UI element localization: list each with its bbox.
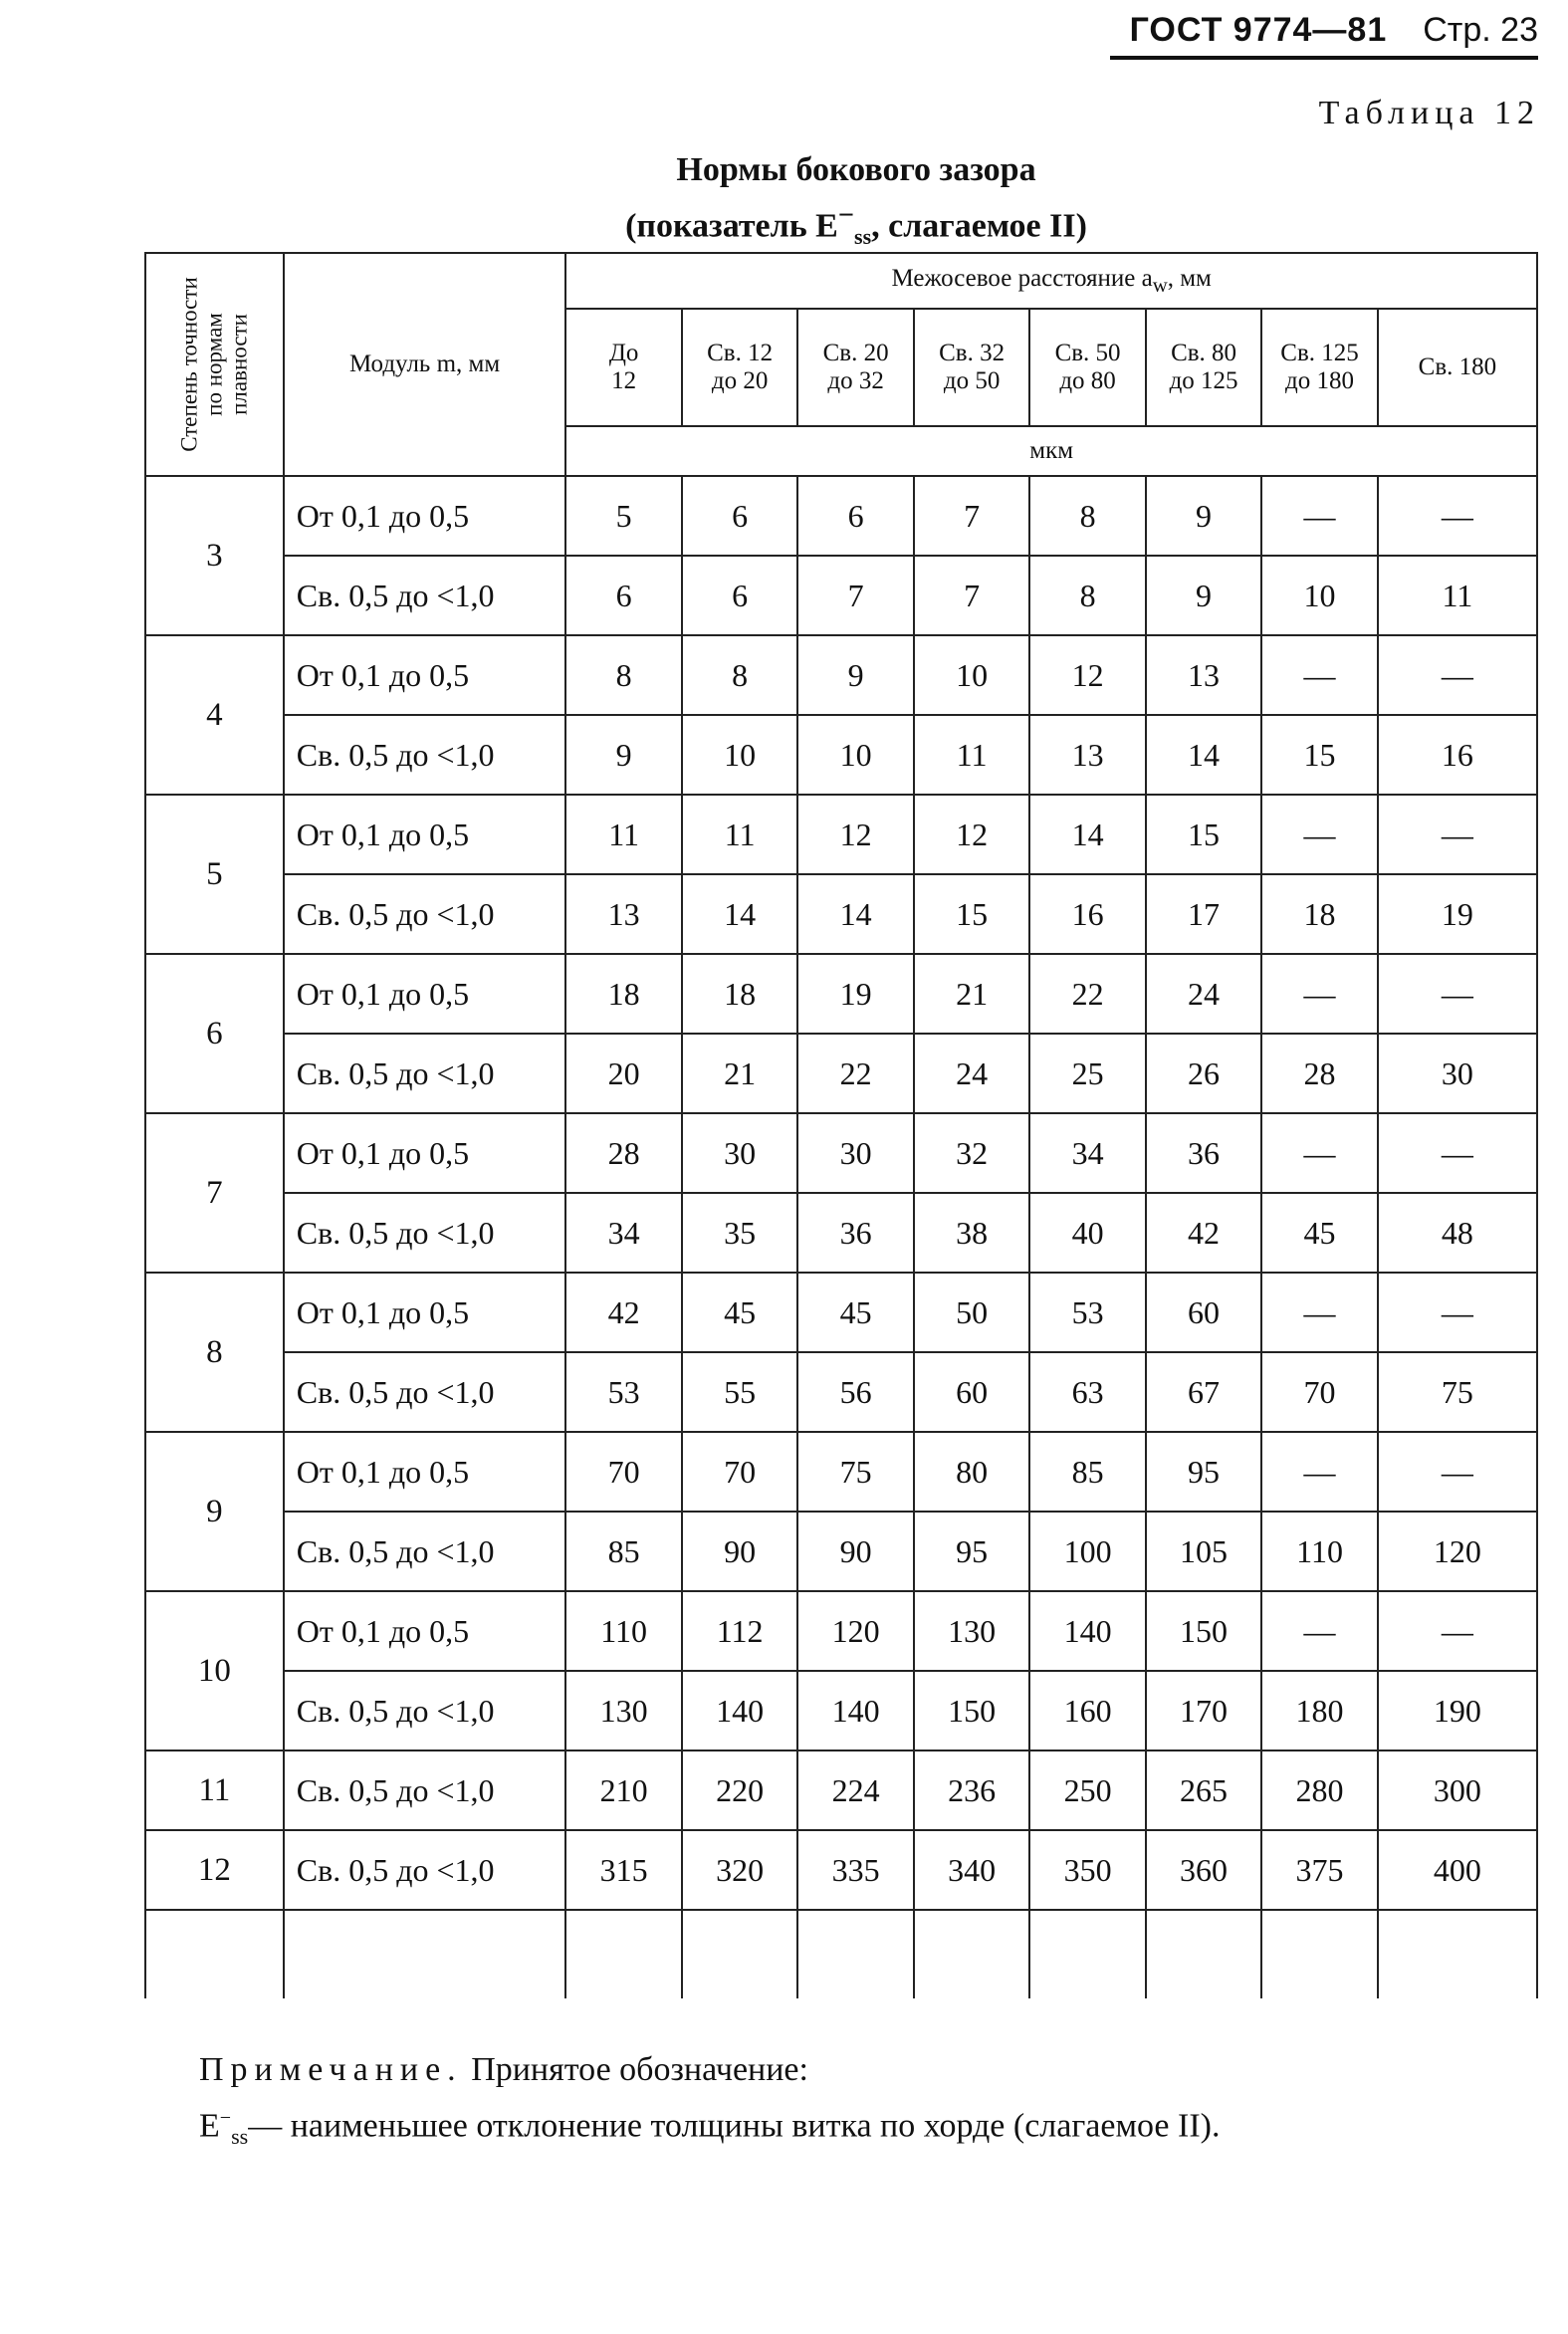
value-cell: 112	[682, 1591, 797, 1671]
backlash-norms-table	[144, 252, 1538, 1998]
module-cell: От 0,1 до 0,5	[284, 1273, 566, 1352]
module-cell: Св. 0,5 до <1,0	[284, 874, 566, 954]
column-header: Св. 80 до 125	[1146, 309, 1261, 426]
page-header	[1110, 8, 1538, 60]
module-cell: От 0,1 до 0,5	[284, 954, 566, 1034]
value-cell: 7	[914, 556, 1029, 635]
value-cell: 21	[914, 954, 1029, 1034]
value-cell: 7	[914, 476, 1029, 556]
value-cell: 11	[682, 795, 797, 874]
value-cell: —	[1261, 1432, 1377, 1512]
value-cell: 36	[797, 1193, 913, 1273]
value-cell: 25	[1029, 1034, 1145, 1113]
value-cell: 19	[1378, 874, 1537, 954]
value-cell: —	[1261, 795, 1377, 874]
value-cell: 13	[1029, 715, 1145, 795]
value-cell: 30	[1378, 1034, 1537, 1113]
value-cell: 6	[682, 476, 797, 556]
value-cell: 12	[1029, 635, 1145, 715]
value-cell: 35	[682, 1193, 797, 1273]
table-row	[145, 476, 1537, 556]
value-cell: 8	[1029, 556, 1145, 635]
value-cell: 10	[682, 715, 797, 795]
value-cell: 42	[1146, 1193, 1261, 1273]
table-row	[145, 1034, 1537, 1113]
value-cell: —	[1261, 1591, 1377, 1671]
table-row	[145, 954, 1537, 1034]
value-cell: 120	[1378, 1512, 1537, 1591]
module-cell: От 0,1 до 0,5	[284, 476, 566, 556]
value-cell: 280	[1261, 1750, 1377, 1830]
table-row	[145, 556, 1537, 635]
module-cell: От 0,1 до 0,5	[284, 795, 566, 874]
value-cell: 48	[1378, 1193, 1537, 1273]
table-row	[145, 1113, 1537, 1193]
value-cell: 34	[565, 1193, 681, 1273]
value-cell: 265	[1146, 1750, 1261, 1830]
grade-cell: 4	[145, 635, 284, 795]
value-cell: 335	[797, 1830, 913, 1910]
value-cell: 80	[914, 1432, 1029, 1512]
value-cell: 6	[565, 556, 681, 635]
value-cell: 110	[565, 1591, 681, 1671]
value-cell: 56	[797, 1352, 913, 1432]
value-cell: —	[1378, 635, 1537, 715]
title-line-1: Нормы бокового зазора	[676, 151, 1036, 188]
value-cell: —	[1378, 476, 1537, 556]
value-cell: 300	[1378, 1750, 1537, 1830]
value-cell: 9	[1146, 476, 1261, 556]
value-cell: 375	[1261, 1830, 1377, 1910]
note-line-2: $E^-_{ss}—$ наименьшее отклонение толщины витка по хорде (слагаемое II).	[199, 2107, 1221, 2150]
page-number: Стр. 23	[1423, 11, 1538, 49]
value-cell: 90	[797, 1512, 913, 1591]
module-cell: От 0,1 до 0,5	[284, 1113, 566, 1193]
value-cell: 85	[565, 1512, 681, 1591]
grade-cell: 3	[145, 476, 284, 635]
value-cell: 315	[565, 1830, 681, 1910]
value-cell: 75	[797, 1432, 913, 1512]
value-cell: 12	[914, 795, 1029, 874]
value-cell: 16	[1029, 874, 1145, 954]
grade-cell: 5	[145, 795, 284, 954]
value-cell: 16	[1378, 715, 1537, 795]
title-line-2: (показатель $E^-_{ss}$, слагаемое II)	[625, 200, 1087, 250]
value-cell: 6	[797, 476, 913, 556]
table-row	[145, 715, 1537, 795]
value-cell: 50	[914, 1273, 1029, 1352]
value-cell: 14	[1146, 715, 1261, 795]
grade-cell: 7	[145, 1113, 284, 1273]
value-cell: 7	[797, 556, 913, 635]
value-cell: 18	[565, 954, 681, 1034]
value-cell: —	[1378, 1591, 1537, 1671]
value-cell: 9	[1146, 556, 1261, 635]
module-cell: Св. 0,5 до <1,0	[284, 1830, 566, 1910]
value-cell: 28	[1261, 1034, 1377, 1113]
value-cell: 21	[682, 1034, 797, 1113]
value-cell: 8	[565, 635, 681, 715]
value-cell: 70	[565, 1432, 681, 1512]
value-cell: 130	[914, 1591, 1029, 1671]
value-cell: 8	[682, 635, 797, 715]
value-cell: 360	[1146, 1830, 1261, 1910]
value-cell: —	[1261, 954, 1377, 1034]
value-cell: 32	[914, 1113, 1029, 1193]
value-cell: 60	[914, 1352, 1029, 1432]
table-row	[145, 1432, 1537, 1512]
value-cell: 340	[914, 1830, 1029, 1910]
value-cell: 63	[1029, 1352, 1145, 1432]
value-cell: 95	[914, 1512, 1029, 1591]
value-cell: —	[1261, 1273, 1377, 1352]
value-cell: 14	[682, 874, 797, 954]
module-cell: Св. 0,5 до <1,0	[284, 556, 566, 635]
value-cell: 140	[797, 1671, 913, 1750]
table-row	[145, 1193, 1537, 1273]
table-title	[398, 147, 1314, 260]
table-row	[145, 1273, 1537, 1352]
value-cell: 140	[682, 1671, 797, 1750]
value-cell: 9	[797, 635, 913, 715]
footnote	[199, 2046, 1220, 2161]
value-cell: 15	[1146, 795, 1261, 874]
value-cell: 6	[682, 556, 797, 635]
value-cell: 15	[1261, 715, 1377, 795]
value-cell: —	[1261, 1113, 1377, 1193]
column-header: Св. 12 до 20	[682, 309, 797, 426]
value-cell: 53	[1029, 1273, 1145, 1352]
value-cell: 18	[1261, 874, 1377, 954]
value-cell: 45	[682, 1273, 797, 1352]
column-header: До 12	[565, 309, 681, 426]
value-cell: 70	[1261, 1352, 1377, 1432]
module-cell: От 0,1 до 0,5	[284, 1432, 566, 1512]
grade-cell: 8	[145, 1273, 284, 1432]
value-cell: 13	[565, 874, 681, 954]
module-cell: Св. 0,5 до <1,0	[284, 1034, 566, 1113]
column-header: Св. 125 до 180	[1261, 309, 1377, 426]
value-cell: 11	[565, 795, 681, 874]
value-cell: 10	[797, 715, 913, 795]
value-cell: —	[1261, 476, 1377, 556]
value-cell: 220	[682, 1750, 797, 1830]
value-cell: —	[1261, 635, 1377, 715]
value-cell: —	[1378, 1273, 1537, 1352]
value-cell: 170	[1146, 1671, 1261, 1750]
module-cell: Св. 0,5 до <1,0	[284, 1352, 566, 1432]
value-cell: 24	[914, 1034, 1029, 1113]
value-cell: 38	[914, 1193, 1029, 1273]
table-row	[145, 1352, 1537, 1432]
table-row	[145, 1512, 1537, 1591]
column-header: Св. 50 до 80	[1029, 309, 1145, 426]
value-cell: 5	[565, 476, 681, 556]
grade-cell: 6	[145, 954, 284, 1113]
value-cell: 140	[1029, 1591, 1145, 1671]
note-line-1: Примечание. Принятое обозначение:	[199, 2051, 808, 2088]
value-cell: 17	[1146, 874, 1261, 954]
value-cell: —	[1378, 1113, 1537, 1193]
value-cell: 180	[1261, 1671, 1377, 1750]
value-cell: 22	[1029, 954, 1145, 1034]
value-cell: 210	[565, 1750, 681, 1830]
table-row	[145, 635, 1537, 715]
value-cell: 30	[682, 1113, 797, 1193]
value-cell: 40	[1029, 1193, 1145, 1273]
value-cell: 110	[1261, 1512, 1377, 1591]
value-cell: 75	[1378, 1352, 1537, 1432]
column-header: Св. 180	[1378, 309, 1537, 426]
value-cell: 85	[1029, 1432, 1145, 1512]
units-header: мкм	[565, 426, 1537, 476]
value-cell: 18	[682, 954, 797, 1034]
value-cell: 45	[1261, 1193, 1377, 1273]
value-cell: 30	[797, 1113, 913, 1193]
value-cell: 13	[1146, 635, 1261, 715]
value-cell: 26	[1146, 1034, 1261, 1113]
value-cell: 19	[797, 954, 913, 1034]
value-cell: 12	[797, 795, 913, 874]
table-label: Таблица 12	[1318, 95, 1540, 131]
column-header: Св. 20 до 32	[797, 309, 913, 426]
value-cell: 150	[914, 1671, 1029, 1750]
value-cell: 100	[1029, 1512, 1145, 1591]
value-cell: 8	[1029, 476, 1145, 556]
value-cell: 320	[682, 1830, 797, 1910]
module-header: Модуль m, мм	[284, 253, 566, 476]
value-cell: 400	[1378, 1830, 1537, 1910]
value-cell: 28	[565, 1113, 681, 1193]
table-filler-row	[145, 1910, 1537, 1998]
standard-number: ГОСТ 9774—81	[1129, 11, 1388, 49]
table-row	[145, 1830, 1537, 1910]
value-cell: 160	[1029, 1671, 1145, 1750]
value-cell: 120	[797, 1591, 913, 1671]
value-cell: 24	[1146, 954, 1261, 1034]
value-cell: 45	[797, 1273, 913, 1352]
value-cell: 9	[565, 715, 681, 795]
table-row	[145, 795, 1537, 874]
value-cell: 53	[565, 1352, 681, 1432]
value-cell: 224	[797, 1750, 913, 1830]
module-cell: Св. 0,5 до <1,0	[284, 1512, 566, 1591]
value-cell: 20	[565, 1034, 681, 1113]
value-cell: 34	[1029, 1113, 1145, 1193]
value-cell: 130	[565, 1671, 681, 1750]
table-row	[145, 874, 1537, 954]
module-cell: Св. 0,5 до <1,0	[284, 1750, 566, 1830]
value-cell: 350	[1029, 1830, 1145, 1910]
value-cell: 11	[1378, 556, 1537, 635]
value-cell: 42	[565, 1273, 681, 1352]
value-cell: 95	[1146, 1432, 1261, 1512]
value-cell: 55	[682, 1352, 797, 1432]
value-cell: 36	[1146, 1113, 1261, 1193]
value-cell: 70	[682, 1432, 797, 1512]
value-cell: 10	[914, 635, 1029, 715]
grade-cell: 9	[145, 1432, 284, 1591]
value-cell: 22	[797, 1034, 913, 1113]
module-cell: От 0,1 до 0,5	[284, 1591, 566, 1671]
grade-cell: 10	[145, 1591, 284, 1750]
value-cell: 67	[1146, 1352, 1261, 1432]
value-cell: 60	[1146, 1273, 1261, 1352]
value-cell: 15	[914, 874, 1029, 954]
value-cell: —	[1378, 1432, 1537, 1512]
module-cell: Св. 0,5 до <1,0	[284, 1193, 566, 1273]
value-cell: 14	[797, 874, 913, 954]
value-cell: —	[1378, 795, 1537, 874]
value-cell: 11	[914, 715, 1029, 795]
value-cell: —	[1378, 954, 1537, 1034]
value-cell: 250	[1029, 1750, 1145, 1830]
module-cell: Св. 0,5 до <1,0	[284, 1671, 566, 1750]
center-distance-header: Межосевое расстояние $a_w$, мм	[565, 253, 1537, 309]
value-cell: 90	[682, 1512, 797, 1591]
table-row	[145, 1591, 1537, 1671]
table-row	[145, 1671, 1537, 1750]
module-cell: От 0,1 до 0,5	[284, 635, 566, 715]
grade-cell: 11	[145, 1750, 284, 1830]
value-cell: 14	[1029, 795, 1145, 874]
table-row	[145, 1750, 1537, 1830]
value-cell: 10	[1261, 556, 1377, 635]
column-header: Св. 32 до 50	[914, 309, 1029, 426]
grade-cell: 12	[145, 1830, 284, 1910]
grade-header: Степень точности по нормам плавности	[145, 253, 284, 476]
value-cell: 150	[1146, 1591, 1261, 1671]
value-cell: 236	[914, 1750, 1029, 1830]
module-cell: Св. 0,5 до <1,0	[284, 715, 566, 795]
value-cell: 190	[1378, 1671, 1537, 1750]
value-cell: 105	[1146, 1512, 1261, 1591]
